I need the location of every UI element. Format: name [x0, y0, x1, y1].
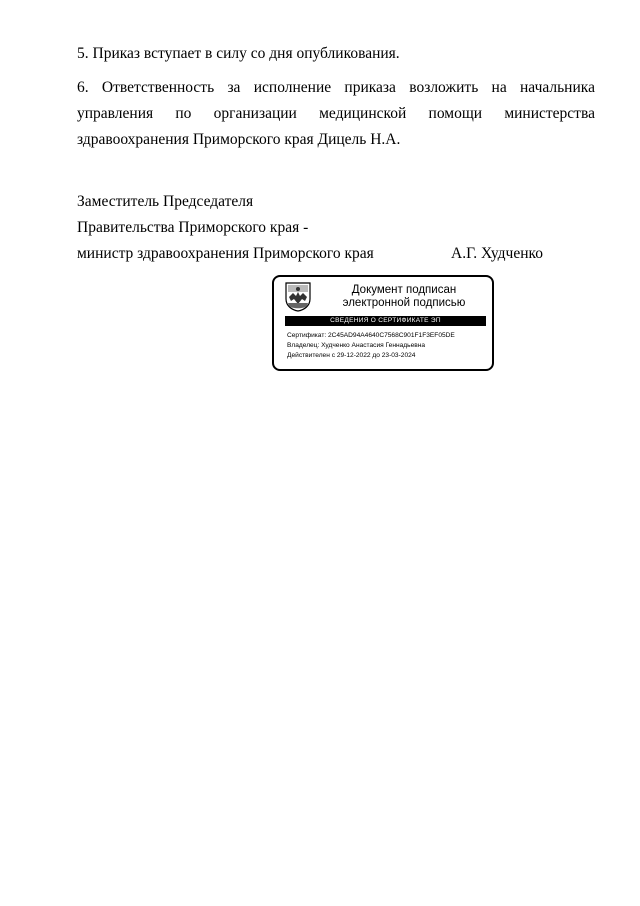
signatory-name: А.Г. Худченко — [451, 245, 543, 262]
word: по — [175, 105, 192, 122]
paragraph-6-line-1 — [77, 79, 595, 97]
stamp-title-line-1: Документ подписан — [351, 284, 457, 296]
paragraph-6-line-2 — [77, 105, 595, 123]
paragraph-6-line-3: здравоохранения Приморского края Дицель Н.А. — [77, 131, 401, 148]
word: исполнение — [253, 79, 332, 96]
word: приказа — [344, 79, 396, 96]
signature-title-line-2: Правительства Приморского края - — [77, 219, 309, 236]
electronic-signature-stamp — [272, 275, 494, 371]
coat-of-arms-icon — [284, 282, 312, 312]
word: 6. — [77, 79, 89, 96]
stamp-title — [320, 284, 488, 310]
certificate-validity: Действителен с 29-12-2022 до 23-03-2024 — [287, 352, 416, 359]
word: медицинской — [319, 105, 407, 122]
word: возложить — [409, 79, 479, 96]
word: Ответственность — [101, 79, 215, 96]
certificate-number: Сертификат: 2C45AD94A4640C7568C901F1F3EF05DE — [287, 332, 455, 339]
signature-title-line-1: Заместитель Председателя — [77, 193, 254, 210]
certificate-info-bar: СВЕДЕНИЯ О СЕРТИФИКАТЕ ЭП — [285, 316, 486, 326]
word: министерства — [504, 105, 595, 122]
word: управления — [77, 105, 154, 122]
certificate-owner: Владелец: Худченко Анастасия Геннадьевна — [287, 342, 426, 349]
word: организации — [213, 105, 297, 122]
word: начальника — [520, 79, 595, 96]
word: на — [491, 79, 507, 96]
stamp-title-line-2: электронной подписью — [342, 297, 466, 309]
paragraph-5: 5. Приказ вступает в силу со дня опубликования. — [77, 45, 400, 62]
signature-title-line-3: министр здравоохранения Приморского края — [77, 245, 374, 262]
word: за — [227, 79, 241, 96]
word: помощи — [428, 105, 483, 122]
